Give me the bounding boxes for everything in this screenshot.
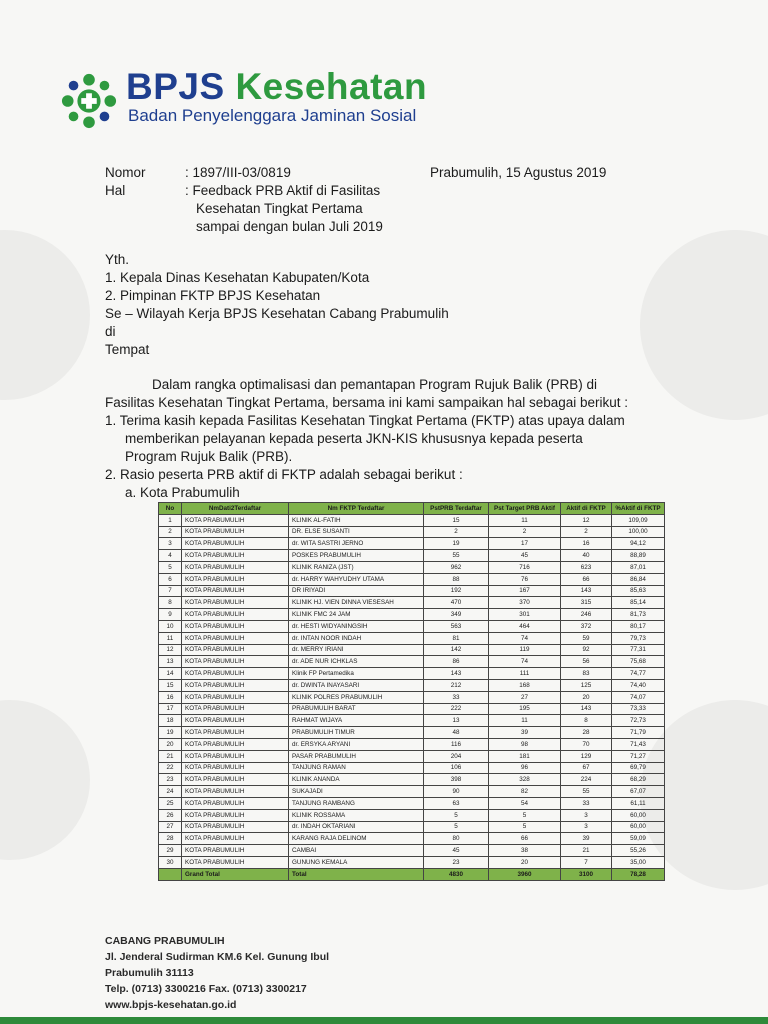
- footer-line4: Telp. (0713) 3300216 Fax. (0713) 3300217: [105, 983, 307, 995]
- table-cell: 19: [159, 727, 182, 739]
- hal-line2: Kesehatan Tingkat Pertama: [196, 201, 363, 216]
- table-row: [159, 573, 665, 585]
- hal-line1: : Feedback PRB Aktif di Fasilitas: [185, 183, 381, 198]
- table-cell: KOTA PRABUMULIH: [182, 821, 289, 833]
- table-cell: 143: [561, 703, 612, 715]
- table-row: [159, 585, 665, 597]
- table-cell: KOTA PRABUMULIH: [182, 750, 289, 762]
- table-cell: 5: [489, 821, 561, 833]
- th-persen: %Aktif di FKTP: [612, 503, 665, 515]
- table-cell: 28: [159, 833, 182, 845]
- table-cell: 6: [159, 573, 182, 585]
- table-cell: 71,79: [612, 727, 665, 739]
- table-cell: 27: [159, 821, 182, 833]
- table-cell: 349: [424, 609, 489, 621]
- bpjs-logo-icon: [60, 72, 118, 130]
- table-cell: 716: [489, 561, 561, 573]
- table-cell: Grand Total: [182, 868, 289, 880]
- table-cell: 28: [561, 727, 612, 739]
- table-cell: Total: [289, 868, 424, 880]
- table-cell: 39: [561, 833, 612, 845]
- table-cell: KOTA PRABUMULIH: [182, 691, 289, 703]
- table-cell: 75,68: [612, 656, 665, 668]
- table-cell: 26: [159, 809, 182, 821]
- table-cell: 88,89: [612, 550, 665, 562]
- table-cell: 10: [159, 620, 182, 632]
- table-cell: KOTA PRABUMULIH: [182, 526, 289, 538]
- table-cell: 370: [489, 597, 561, 609]
- table-cell: 74,77: [612, 668, 665, 680]
- table-cell: 81,73: [612, 609, 665, 621]
- table-cell: 17: [489, 538, 561, 550]
- table-cell: 7: [159, 585, 182, 597]
- table-cell: KOTA PRABUMULIH: [182, 845, 289, 857]
- table-cell: 3960: [489, 868, 561, 880]
- table-cell: 78,28: [612, 868, 665, 880]
- point1-line2: memberikan pelayanan kepada peserta JKN-KIS khususnya kepada peserta: [125, 431, 583, 446]
- table-cell: 315: [561, 597, 612, 609]
- table-row: [159, 679, 665, 691]
- prb-table: [158, 502, 665, 881]
- brand-kesehatan: Kesehatan: [235, 66, 428, 107]
- table-row: [159, 561, 665, 573]
- table-cell: KLINIK ROSSAMA: [289, 809, 424, 821]
- table-cell: KOTA PRABUMULIH: [182, 738, 289, 750]
- table-cell: 167: [489, 585, 561, 597]
- table-cell: KOTA PRABUMULIH: [182, 786, 289, 798]
- table-cell: 20: [159, 738, 182, 750]
- table-cell: 86,84: [612, 573, 665, 585]
- table-cell: 15: [159, 679, 182, 691]
- table-cell: 5: [489, 809, 561, 821]
- table-cell: KOTA PRABUMULIH: [182, 632, 289, 644]
- table-cell: 3: [561, 809, 612, 821]
- point2: 2. Rasio peserta PRB aktif di FKTP adalah sebagai berikut :: [105, 467, 463, 482]
- table-cell: 74,40: [612, 679, 665, 691]
- table-cell: dr. WITA SASTRI JERNO: [289, 538, 424, 550]
- table-cell: dr. ERSYKA ARYANI: [289, 738, 424, 750]
- table-cell: KOTA PRABUMULIH: [182, 833, 289, 845]
- yth: Yth.: [105, 252, 130, 267]
- table-cell: 23: [159, 774, 182, 786]
- table-cell: 5: [159, 561, 182, 573]
- table-cell: 109,09: [612, 514, 665, 526]
- recipient-1: 1. Kepala Dinas Kesehatan Kabupaten/Kota: [105, 270, 370, 285]
- table-cell: 29: [159, 845, 182, 857]
- table-row: [159, 668, 665, 680]
- table-total-row: [159, 868, 665, 880]
- nomor-value: : 1897/III-03/0819: [185, 165, 291, 180]
- table-cell: 66: [489, 833, 561, 845]
- table-cell: KOTA PRABUMULIH: [182, 856, 289, 868]
- table-cell: 13: [424, 715, 489, 727]
- table-cell: 30: [159, 856, 182, 868]
- table-cell: 8: [159, 597, 182, 609]
- table-cell: 5: [424, 821, 489, 833]
- table-row: [159, 691, 665, 703]
- table-cell: dr. ADE NUR ICHKLAS: [289, 656, 424, 668]
- table-cell: KOTA PRABUMULIH: [182, 679, 289, 691]
- intro-line1: Dalam rangka optimalisasi dan pemantapan Program Rujuk Balik (PRB) di: [152, 377, 597, 392]
- table-cell: 195: [489, 703, 561, 715]
- table-cell: 40: [561, 550, 612, 562]
- table-cell: 3100: [561, 868, 612, 880]
- table-row: [159, 656, 665, 668]
- table-cell: dr. DWINTA INAYASARI: [289, 679, 424, 691]
- table-cell: 60,00: [612, 821, 665, 833]
- table-row: [159, 597, 665, 609]
- table-cell: 9: [159, 609, 182, 621]
- table-cell: 563: [424, 620, 489, 632]
- watermark-shape: [0, 700, 90, 860]
- table-cell: 35,00: [612, 856, 665, 868]
- table-cell: KOTA PRABUMULIH: [182, 715, 289, 727]
- table-row: [159, 774, 665, 786]
- di: di: [105, 324, 116, 339]
- table-cell: KLINIK RANIZA (JST): [289, 561, 424, 573]
- table-cell: 962: [424, 561, 489, 573]
- table-cell: 80,17: [612, 620, 665, 632]
- table-cell: KLINIK HJ. VIEN DINNA VIESESAH: [289, 597, 424, 609]
- table-cell: 15: [424, 514, 489, 526]
- table-cell: 59,09: [612, 833, 665, 845]
- table-cell: KOTA PRABUMULIH: [182, 573, 289, 585]
- table-cell: 301: [489, 609, 561, 621]
- table-cell: 55: [424, 550, 489, 562]
- point1-line3: Program Rujuk Balik (PRB).: [125, 449, 293, 464]
- tempat: Tempat: [105, 342, 150, 357]
- table-cell: 90: [424, 786, 489, 798]
- footer-line3: Prabumulih 31113: [105, 967, 194, 979]
- table-cell: 192: [424, 585, 489, 597]
- table-cell: 3: [159, 538, 182, 550]
- recipient-2: 2. Pimpinan FKTP BPJS Kesehatan: [105, 288, 321, 303]
- table-cell: KOTA PRABUMULIH: [182, 561, 289, 573]
- table-cell: 60,00: [612, 809, 665, 821]
- table-cell: 71,43: [612, 738, 665, 750]
- table-cell: 18: [159, 715, 182, 727]
- table-cell: 181: [489, 750, 561, 762]
- table-cell: 14: [159, 668, 182, 680]
- table-cell: TANJUNG RAMBANG: [289, 797, 424, 809]
- table-cell: KOTA PRABUMULIH: [182, 620, 289, 632]
- table-cell: 2: [489, 526, 561, 538]
- table-cell: 2: [561, 526, 612, 538]
- table-cell: 1: [159, 514, 182, 526]
- table-cell: KOTA PRABUMULIH: [182, 597, 289, 609]
- table-cell: 79,73: [612, 632, 665, 644]
- table-cell: 143: [424, 668, 489, 680]
- table-cell: 67: [561, 762, 612, 774]
- table-cell: 74: [489, 656, 561, 668]
- footer-address: [105, 933, 329, 1013]
- table-cell: 94,12: [612, 538, 665, 550]
- table-cell: 8: [561, 715, 612, 727]
- table-cell: 88: [424, 573, 489, 585]
- table-cell: KOTA PRABUMULIH: [182, 797, 289, 809]
- table-cell: 71,27: [612, 750, 665, 762]
- table-cell: KOTA PRABUMULIH: [182, 609, 289, 621]
- watermark-shape: [0, 230, 90, 400]
- table-cell: 116: [424, 738, 489, 750]
- table-cell: KOTA PRABUMULIH: [182, 703, 289, 715]
- table-row: [159, 550, 665, 562]
- table-cell: 224: [561, 774, 612, 786]
- table-cell: 80: [424, 833, 489, 845]
- footer-line1: CABANG PRABUMULIH: [105, 935, 225, 947]
- table-cell: 86: [424, 656, 489, 668]
- th-aktif: Aktif di FKTP: [561, 503, 612, 515]
- table-cell: 69,79: [612, 762, 665, 774]
- table-cell: 372: [561, 620, 612, 632]
- table-cell: KOTA PRABUMULIH: [182, 538, 289, 550]
- footer-line2: Jl. Jenderal Sudirman KM.6 Kel. Gunung Ibul: [105, 951, 330, 963]
- table-cell: 21: [159, 750, 182, 762]
- table-row: [159, 609, 665, 621]
- table-cell: 623: [561, 561, 612, 573]
- table-cell: 76: [489, 573, 561, 585]
- table-cell: 72,73: [612, 715, 665, 727]
- table-cell: GUNUNG KEMALA: [289, 856, 424, 868]
- table-cell: 17: [159, 703, 182, 715]
- table-cell: KLINIK AL-FATIH: [289, 514, 424, 526]
- table-cell: dr. INDAH OKTARIANI: [289, 821, 424, 833]
- table-cell: KLINIK POLRES PRABUMULIH: [289, 691, 424, 703]
- table-cell: 16: [159, 691, 182, 703]
- table-cell: [159, 868, 182, 880]
- table-cell: 85,63: [612, 585, 665, 597]
- table-cell: KOTA PRABUMULIH: [182, 727, 289, 739]
- table-row: [159, 703, 665, 715]
- table-cell: 82: [489, 786, 561, 798]
- table-cell: SUKAJADI: [289, 786, 424, 798]
- table-cell: 100,00: [612, 526, 665, 538]
- th-fktp: Nm FKTP Terdaftar: [289, 503, 424, 515]
- table-cell: 23: [424, 856, 489, 868]
- table-row: [159, 538, 665, 550]
- table-cell: POSKES PRABUMULIH: [289, 550, 424, 562]
- table-cell: 7: [561, 856, 612, 868]
- table-cell: 73,33: [612, 703, 665, 715]
- table-cell: 27: [489, 691, 561, 703]
- table-cell: 16: [561, 538, 612, 550]
- table-cell: 204: [424, 750, 489, 762]
- subpoint-a: a. Kota Prabumulih: [125, 485, 240, 500]
- table-cell: 70: [561, 738, 612, 750]
- table-row: [159, 809, 665, 821]
- table-cell: 24: [159, 786, 182, 798]
- table-cell: KOTA PRABUMULIH: [182, 514, 289, 526]
- table-row: [159, 620, 665, 632]
- th-dati2: NmDati2Terdaftar: [182, 503, 289, 515]
- table-cell: 74,07: [612, 691, 665, 703]
- point1-line1: 1. Terima kasih kepada Fasilitas Kesehatan Tingkat Pertama (FKTP) atas upaya dalam: [105, 413, 625, 428]
- table-cell: 5: [424, 809, 489, 821]
- table-cell: KLINIK FMC 24 JAM: [289, 609, 424, 621]
- table-cell: 56: [561, 656, 612, 668]
- table-cell: 25: [159, 797, 182, 809]
- table-cell: PRABUMULIH BARAT: [289, 703, 424, 715]
- table-row: [159, 856, 665, 868]
- table-cell: KOTA PRABUMULIH: [182, 762, 289, 774]
- table-cell: 66: [561, 573, 612, 585]
- table-cell: 21: [561, 845, 612, 857]
- table-cell: 98: [489, 738, 561, 750]
- table-cell: 67,07: [612, 786, 665, 798]
- table-cell: 4: [159, 550, 182, 562]
- table-cell: 38: [489, 845, 561, 857]
- table-cell: Klinik FP Pertamedika: [289, 668, 424, 680]
- table-cell: 11: [159, 632, 182, 644]
- table-cell: 33: [424, 691, 489, 703]
- table-row: [159, 762, 665, 774]
- hal-label: Hal: [105, 183, 126, 198]
- table-cell: 212: [424, 679, 489, 691]
- table-cell: 11: [489, 514, 561, 526]
- table-row: [159, 715, 665, 727]
- table-cell: 142: [424, 644, 489, 656]
- table-cell: 63: [424, 797, 489, 809]
- table-cell: KOTA PRABUMULIH: [182, 668, 289, 680]
- table-cell: DR IRIYADI: [289, 585, 424, 597]
- table-cell: 87,01: [612, 561, 665, 573]
- table-row: [159, 797, 665, 809]
- table-cell: 77,31: [612, 644, 665, 656]
- table-row: [159, 750, 665, 762]
- watermark-shape: [640, 230, 768, 420]
- table-cell: dr. HARRY WAHYUDHY UTAMA: [289, 573, 424, 585]
- hal-line3: sampai dengan bulan Juli 2019: [196, 219, 383, 234]
- table-cell: 45: [424, 845, 489, 857]
- brand-bpjs: BPJS: [126, 66, 225, 107]
- table-cell: 12: [561, 514, 612, 526]
- table-cell: 55: [561, 786, 612, 798]
- table-cell: 4830: [424, 868, 489, 880]
- table-cell: 143: [561, 585, 612, 597]
- th-target: Pst Target PRB Aktif: [489, 503, 561, 515]
- table-row: [159, 738, 665, 750]
- table-cell: 168: [489, 679, 561, 691]
- table-row: [159, 644, 665, 656]
- table-cell: KOTA PRABUMULIH: [182, 585, 289, 597]
- brand-name: [126, 66, 427, 108]
- table-cell: 111: [489, 668, 561, 680]
- table-cell: 33: [561, 797, 612, 809]
- table-cell: 59: [561, 632, 612, 644]
- table-cell: 45: [489, 550, 561, 562]
- table-cell: 2: [159, 526, 182, 538]
- table-cell: 106: [424, 762, 489, 774]
- table-cell: 20: [489, 856, 561, 868]
- table-cell: 20: [561, 691, 612, 703]
- intro-line2: Fasilitas Kesehatan Tingkat Pertama, bersama ini kami sampaikan hal sebagai berikut :: [105, 395, 629, 410]
- table-cell: 119: [489, 644, 561, 656]
- table-cell: 246: [561, 609, 612, 621]
- table-cell: 398: [424, 774, 489, 786]
- table-cell: 470: [424, 597, 489, 609]
- table-cell: KLINIK ANANDA: [289, 774, 424, 786]
- table-cell: 54: [489, 797, 561, 809]
- footer-website[interactable]: www.bpjs-kesehatan.go.id: [105, 999, 237, 1011]
- table-cell: dr. MERRY IRIANI: [289, 644, 424, 656]
- footer-bar: [0, 1017, 768, 1024]
- table-header-row: [159, 503, 665, 515]
- table-row: [159, 526, 665, 538]
- table-cell: 222: [424, 703, 489, 715]
- table-cell: KOTA PRABUMULIH: [182, 550, 289, 562]
- recipient-3: Se – Wilayah Kerja BPJS Kesehatan Cabang Prabumulih: [105, 306, 449, 321]
- table-cell: 125: [561, 679, 612, 691]
- table-cell: 11: [489, 715, 561, 727]
- table-cell: 74: [489, 632, 561, 644]
- table-cell: 328: [489, 774, 561, 786]
- table-cell: KOTA PRABUMULIH: [182, 809, 289, 821]
- table-row: [159, 786, 665, 798]
- table-cell: TANJUNG RAMAN: [289, 762, 424, 774]
- th-no: No: [159, 503, 182, 515]
- table-cell: DR. ELSE SUSANTI: [289, 526, 424, 538]
- table-cell: 48: [424, 727, 489, 739]
- table-row: [159, 821, 665, 833]
- table-cell: 22: [159, 762, 182, 774]
- table-cell: dr. HESTI WIDYANINGSIH: [289, 620, 424, 632]
- table-cell: PRABUMULIH TIMUR: [289, 727, 424, 739]
- table-cell: KARANG RAJA DELINOM: [289, 833, 424, 845]
- table-cell: 19: [424, 538, 489, 550]
- table-cell: 55,26: [612, 845, 665, 857]
- table-cell: 83: [561, 668, 612, 680]
- table-cell: 3: [561, 821, 612, 833]
- table-cell: PASAR PRABUMULIH: [289, 750, 424, 762]
- table-cell: 68,29: [612, 774, 665, 786]
- table-row: [159, 727, 665, 739]
- table-row: [159, 833, 665, 845]
- table-cell: dr. INTAN NOOR INDAH: [289, 632, 424, 644]
- table-cell: 129: [561, 750, 612, 762]
- table-row: [159, 632, 665, 644]
- table-cell: 39: [489, 727, 561, 739]
- table-row: [159, 514, 665, 526]
- table-cell: 81: [424, 632, 489, 644]
- table-cell: 92: [561, 644, 612, 656]
- table-cell: RAHMAT WIJAYA: [289, 715, 424, 727]
- table-cell: 464: [489, 620, 561, 632]
- nomor-label: Nomor: [105, 165, 146, 180]
- table-cell: KOTA PRABUMULIH: [182, 656, 289, 668]
- th-pst-terdaftar: PstPRB Terdaftar: [424, 503, 489, 515]
- table-row: [159, 845, 665, 857]
- table-cell: CAMBAI: [289, 845, 424, 857]
- table-cell: KOTA PRABUMULIH: [182, 644, 289, 656]
- table-cell: 12: [159, 644, 182, 656]
- brand-tagline: Badan Penyelenggara Jaminan Sosial: [128, 106, 417, 125]
- table-cell: 2: [424, 526, 489, 538]
- table-cell: 61,11: [612, 797, 665, 809]
- table-cell: 96: [489, 762, 561, 774]
- table-cell: 13: [159, 656, 182, 668]
- place-date: Prabumulih, 15 Agustus 2019: [430, 165, 607, 180]
- table-cell: 85,14: [612, 597, 665, 609]
- table-cell: KOTA PRABUMULIH: [182, 774, 289, 786]
